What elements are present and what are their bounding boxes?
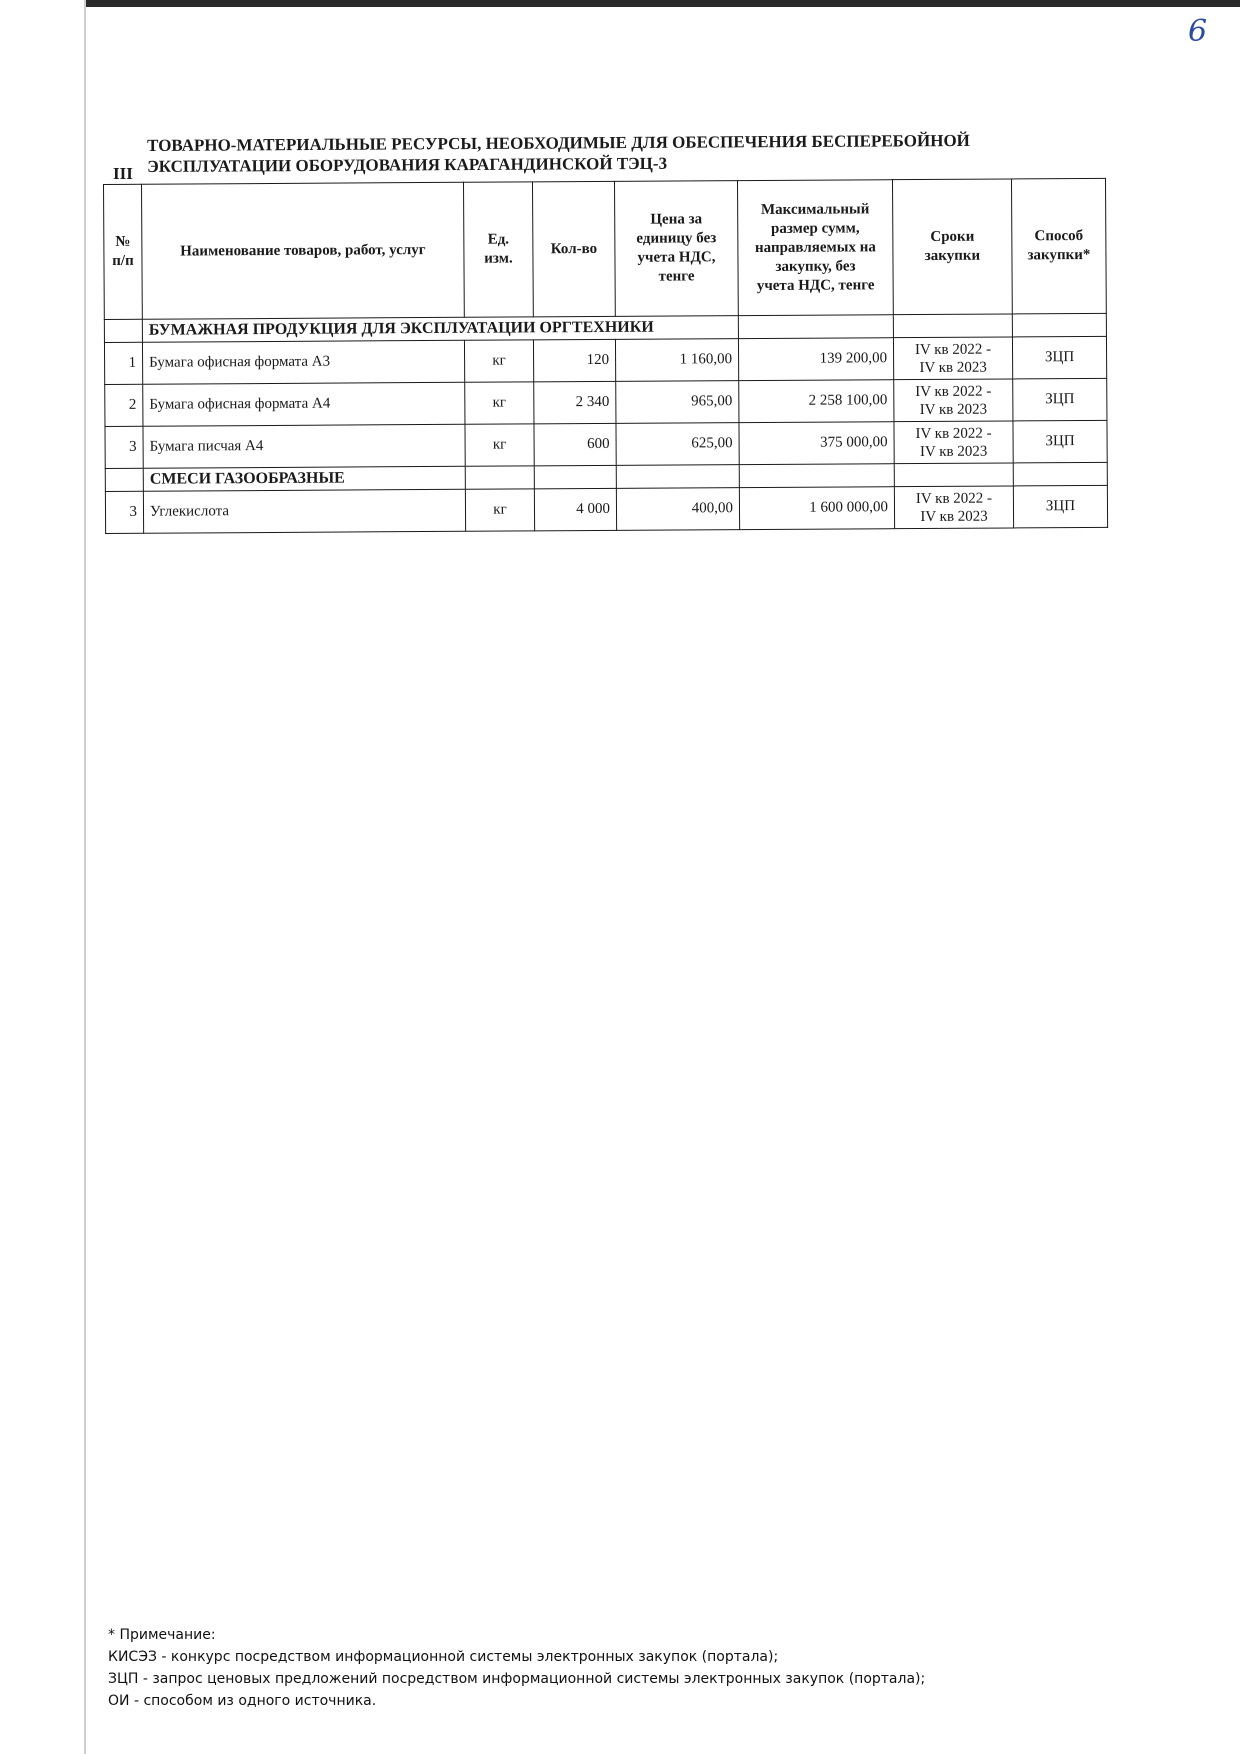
cell-method: ЗЦП <box>1013 378 1107 421</box>
cell-qty: 600 <box>534 423 616 466</box>
cell-name: Бумага писчая А4 <box>143 424 465 468</box>
cell-price: 400,00 <box>616 488 739 531</box>
footnote-line-2: ЗЦП - запрос ценовых предложений посредством информационной системы электронных закупок (портала); <box>108 1671 926 1687</box>
cell-period: IV кв 2022 - IV кв 2023 <box>894 379 1013 422</box>
cell-unit: кг <box>465 489 534 531</box>
footnote-line-1: КИСЭЗ - конкурс посредством информационной системы электронных закупок (портала); <box>108 1649 779 1665</box>
scan-left-edge <box>84 0 86 1754</box>
cell-method: ЗЦП <box>1013 420 1107 463</box>
cell-price: 965,00 <box>616 381 739 424</box>
cell-unit: кг <box>465 424 534 466</box>
cell-name: Бумага офисная формата А4 <box>143 382 465 426</box>
resources-table <box>103 178 1108 534</box>
footnote <box>108 1624 925 1712</box>
cell-period: IV кв 2022 - IV кв 2023 <box>894 486 1013 529</box>
cell-unit: кг <box>464 340 533 382</box>
section-roman-numeral: III <box>113 164 133 183</box>
header-period: Сроки закупки <box>892 179 1012 315</box>
cell-method: ЗЦП <box>1012 336 1106 379</box>
cell-qty: 120 <box>533 339 615 382</box>
cell-name: Бумага офисная формата А3 <box>142 340 464 384</box>
header-price: Цена за единицу без учета НДС, тенге <box>614 181 738 317</box>
header-unit: Ед. изм. <box>463 182 533 317</box>
cell-method: ЗЦП <box>1013 485 1107 528</box>
cell-num: 3 <box>105 426 143 468</box>
table-row <box>105 378 1107 426</box>
cell-period: IV кв 2022 - IV кв 2023 <box>893 337 1012 380</box>
cell-name: Углекислота <box>143 489 465 533</box>
table-row <box>105 420 1107 468</box>
table-header-row <box>104 178 1107 319</box>
cell-max-amount: 2 258 100,00 <box>739 380 894 423</box>
footnote-line-3: ОИ - способом из одного источника. <box>108 1693 377 1709</box>
section-title-line-1: ТОВАРНО-МАТЕРИАЛЬНЫЕ РЕСУРСЫ, НЕОБХОДИМЫЕ ДЛЯ ОБЕСПЕЧЕНИЯ БЕСПЕРЕБОЙНОЙ <box>147 130 970 155</box>
cell-qty: 2 340 <box>534 381 616 424</box>
cell-max-amount: 139 200,00 <box>738 338 893 381</box>
section-title <box>147 129 1067 177</box>
handwritten-page-number: 6 <box>1188 14 1208 49</box>
cell-num: 3 <box>105 491 143 533</box>
header-num: № п/п <box>104 184 143 319</box>
cell-unit: кг <box>465 382 534 424</box>
header-method: Способ закупки* <box>1011 178 1106 314</box>
cell-num: 1 <box>104 342 142 384</box>
header-name: Наименование товаров, работ, услуг <box>142 182 465 319</box>
cell-max-amount: 375 000,00 <box>739 422 894 465</box>
cell-num: 2 <box>105 384 143 426</box>
category-title: БУМАЖНАЯ ПРОДУКЦИЯ ДЛЯ ЭКСПЛУАТАЦИИ ОРГТЕХНИКИ <box>142 316 738 343</box>
section-title-line-2: ЭКСПЛУАТАЦИИ ОБОРУДОВАНИЯ КАРАГАНДИНСКОЙ ТЭЦ-3 <box>147 153 668 176</box>
cell-price: 1 160,00 <box>615 339 738 382</box>
cell-price: 625,00 <box>616 423 739 466</box>
category-title: СМЕСИ ГАЗООБРАЗНЫЕ <box>143 466 465 491</box>
cell-qty: 4 000 <box>534 488 616 531</box>
footnote-title: * Примечание: <box>108 1627 216 1643</box>
table-row <box>104 336 1106 384</box>
cell-period: IV кв 2022 - IV кв 2023 <box>894 421 1013 464</box>
header-max-amount: Максимальный размер сумм, направляемых на закупку, без учета НДС, тенге <box>737 180 893 316</box>
table-row <box>105 485 1107 533</box>
scan-top-edge <box>86 0 1240 7</box>
cell-max-amount: 1 600 000,00 <box>739 487 894 530</box>
header-qty: Кол-во <box>532 181 615 316</box>
